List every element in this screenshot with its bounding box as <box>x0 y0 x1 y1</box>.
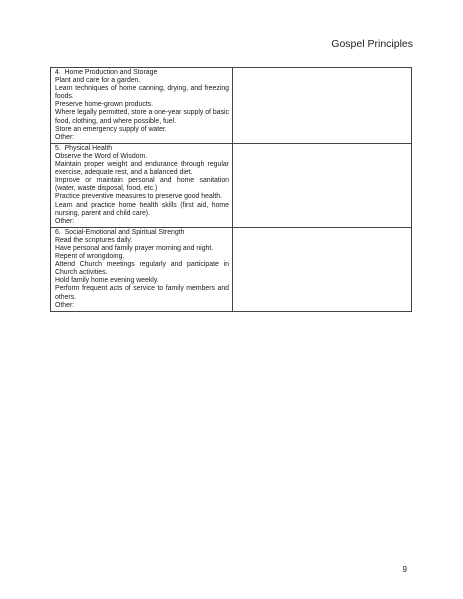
list-item: Learn and practice home health skills (first aid, home nursing, parent and child care). <box>55 201 229 217</box>
page-header: Gospel Principles <box>331 38 413 50</box>
list-item: Perform frequent acts of service to family members and others. <box>55 285 229 301</box>
list-item: Read the scriptures daily. <box>55 236 133 244</box>
page-number: 9 <box>402 565 407 574</box>
section-heading: 5. Physical Health <box>55 144 113 152</box>
list-item: Repent of wrongdoing. <box>55 253 125 261</box>
list-item: Other: <box>55 301 75 309</box>
list-item: Where legally permitted, store a one-year supply of basic food, clothing, and where possible, fuel. <box>55 109 229 125</box>
section-cell <box>51 143 233 227</box>
section-cell <box>51 227 233 311</box>
table-row <box>51 227 412 311</box>
list-item: Observe the Word of Wisdom. <box>55 152 148 160</box>
list-item: Learn techniques of home canning, drying, and freezing foods. <box>55 85 229 101</box>
list-item: Preserve home-grown products. <box>55 101 154 109</box>
list-item: Plant and care for a garden. <box>55 77 141 85</box>
table-row <box>51 68 412 144</box>
section-heading: 4. Home Production and Storage <box>55 69 158 76</box>
notes-cell[interactable] <box>233 227 412 311</box>
list-item: Improve or maintain personal and home sanitation (water, waste disposal, food, etc.) <box>55 177 229 193</box>
list-item: Other: <box>55 217 75 225</box>
list-item: Maintain proper weight and endurance through regular exercise, adequate rest, and a balanced diet. <box>55 161 229 177</box>
section-cell <box>51 68 233 144</box>
notes-cell[interactable] <box>233 68 412 144</box>
list-item: Attend Church meetings regularly and participate in Church activities. <box>55 261 229 277</box>
table-row <box>51 143 412 227</box>
notes-cell[interactable] <box>233 143 412 227</box>
list-item: Have personal and family prayer morning and night. <box>55 244 214 252</box>
list-item: Other: <box>55 133 75 141</box>
list-item: Practice preventive measures to preserve good health. <box>55 193 222 201</box>
list-item: Store an emergency supply of water. <box>55 125 167 133</box>
section-heading: 6. Social-Emotional and Spiritual Strength <box>55 228 185 236</box>
checklist-table <box>50 67 412 312</box>
list-item: Hold family home evening weekly. <box>55 277 159 285</box>
